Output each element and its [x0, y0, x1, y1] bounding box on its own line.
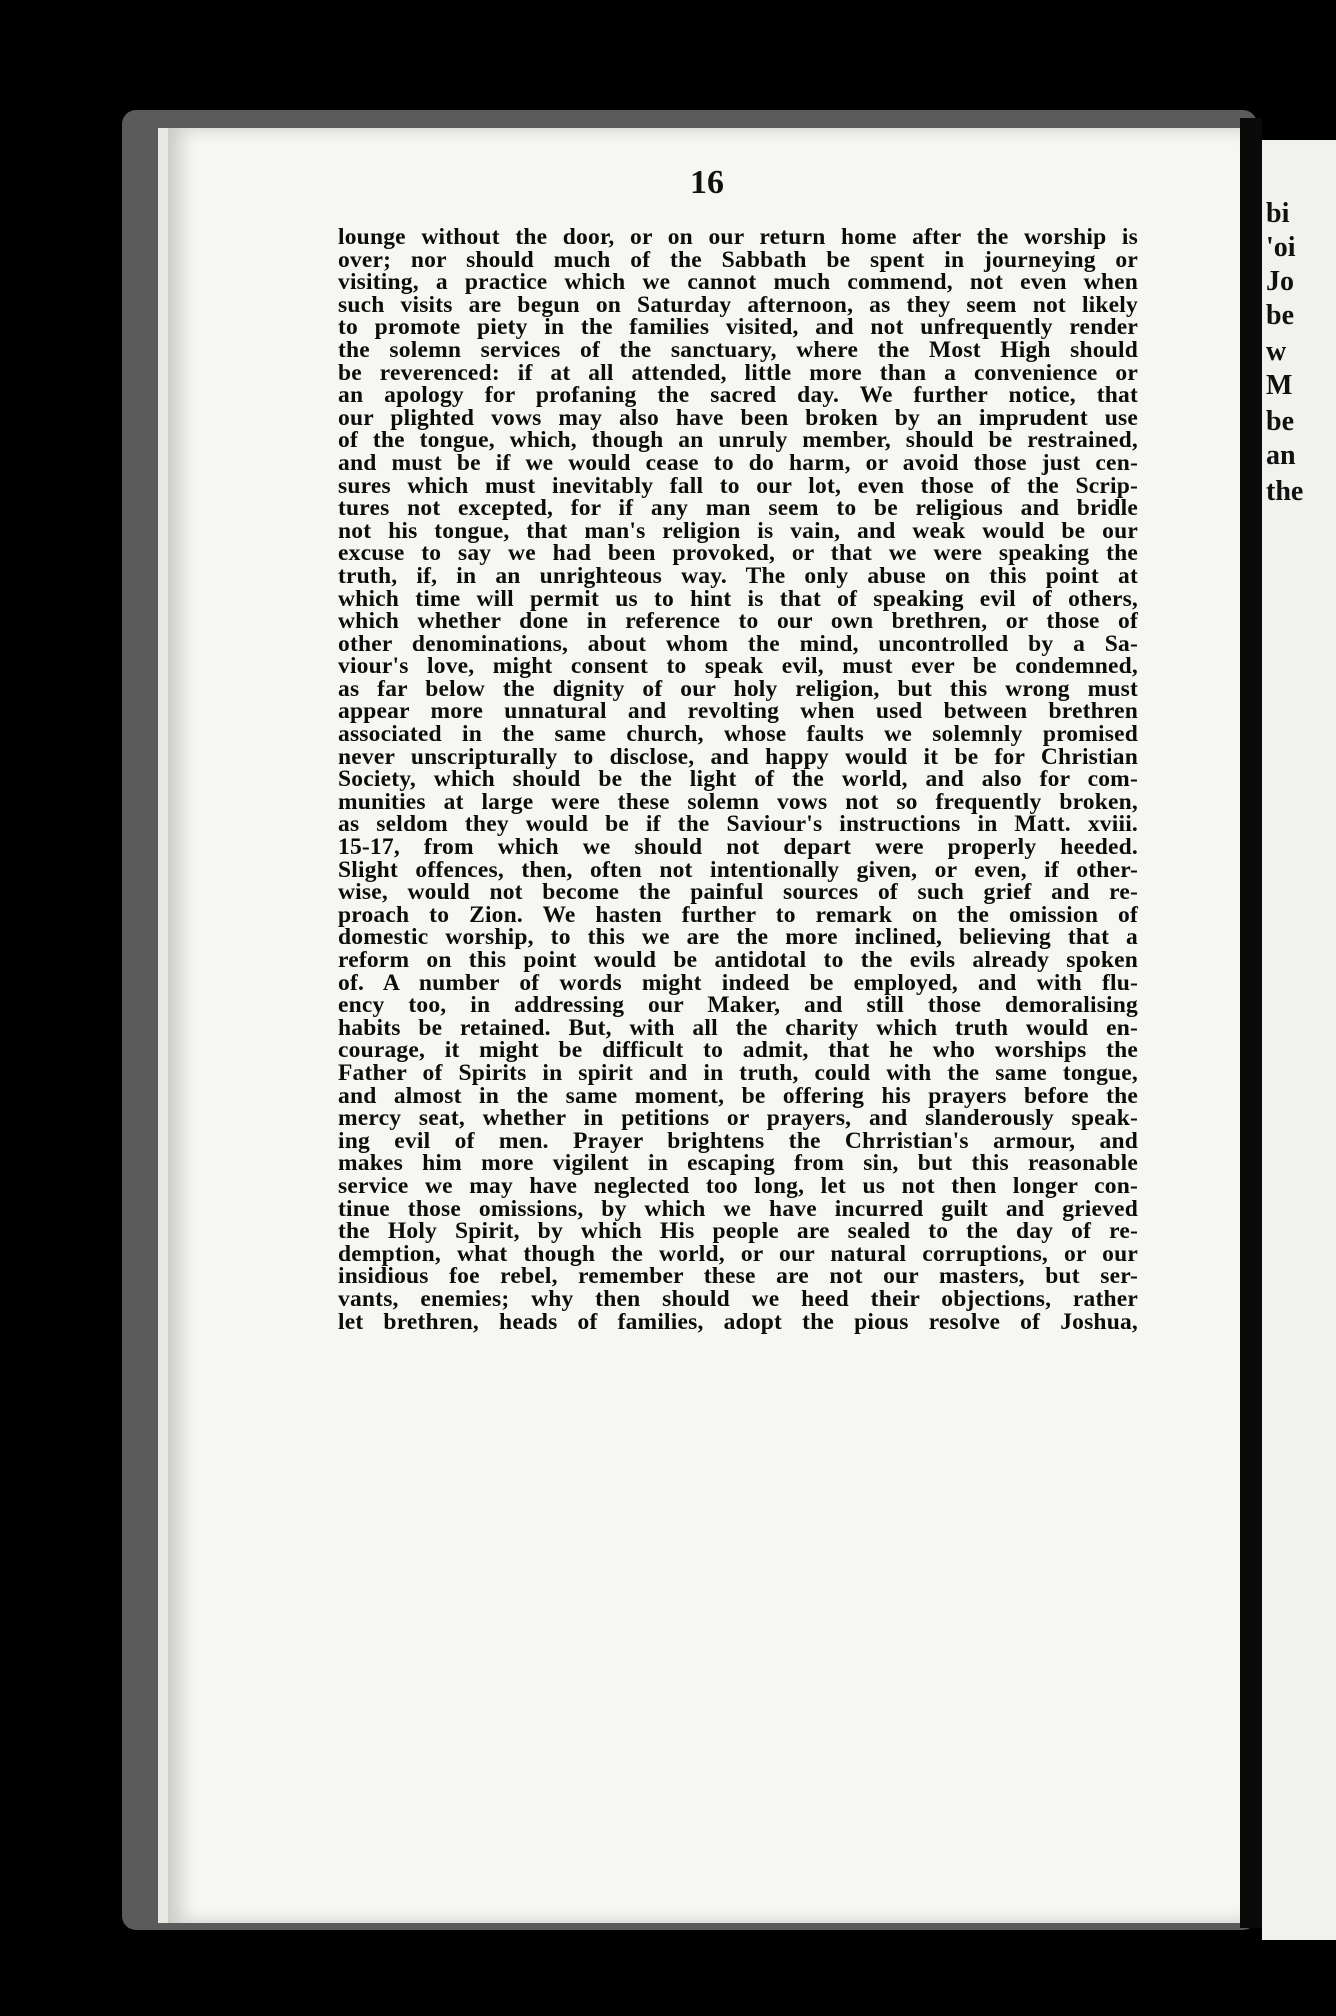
facing-page-fragment: the [1266, 476, 1304, 507]
text-line: tures not excepted, for if any man seem to be religious and bridle [338, 495, 1138, 522]
text-line: as far below the dignity of our holy religion, but this wrong must [338, 675, 1138, 702]
text-line: which time will permit us to hint is that of speaking evil of others, [338, 585, 1138, 612]
text-line: associated in the same church, whose faults we solemnly promised [338, 721, 1138, 748]
text-line: other denominations, about whom the mind, uncontrolled by a Sa- [338, 630, 1138, 657]
text-line: munities at large were these solemn vows not so frequently broken, [338, 788, 1138, 815]
text-line: lounge without the door, or on our return home after the worship is [338, 224, 1138, 250]
text-line: of. A number of words might indeed be employed, and with flu- [338, 969, 1138, 996]
book-page [158, 128, 1246, 1923]
text-line: Slight offences, then, often not intentionally given, or even, if other- [338, 856, 1138, 883]
text-line: demption, what though the world, or our natural corruptions, or our [338, 1240, 1138, 1267]
facing-page-fragment: be [1266, 406, 1294, 437]
facing-page-fragment: 'oi [1266, 232, 1296, 263]
text-line: appear more unnatural and revolting when used between brethren [338, 698, 1138, 725]
text-line: such visits are begun on Saturday afternoon, as they seem not likely [338, 291, 1138, 318]
text-line: as seldom they would be if the Saviour's instructions in Matt. xviii. [338, 811, 1138, 838]
facing-page-fragment: an [1266, 440, 1296, 471]
facing-page-fragment: bi [1266, 198, 1290, 229]
facing-page-fragment: M [1266, 370, 1293, 401]
text-line: an apology for profaning the sacred day. We further notice, that [338, 382, 1138, 409]
text-line: the solemn services of the sanctuary, where the Most High should [338, 336, 1138, 363]
text-line: makes him more vigilent in escaping from sin, but this reasonable [338, 1150, 1138, 1177]
text-line: domestic worship, to this we are the more inclined, believing that a [338, 924, 1138, 951]
page-number: 16 [690, 164, 724, 201]
text-line: ing evil of men. Prayer brightens the Chrristian's armour, and [338, 1127, 1138, 1154]
book-spine [1240, 118, 1262, 1928]
text-line: wise, would not become the painful sources of such grief and re- [338, 879, 1138, 906]
text-line: 15-17, from which we should not depart were properly heeded. [338, 834, 1138, 861]
text-line: Society, which should be the light of the world, and also for com- [338, 766, 1138, 793]
text-line: visiting, a practice which we cannot much commend, not even when [338, 269, 1138, 296]
text-line: insidious foe rebel, remember these are not our masters, but ser- [338, 1263, 1138, 1290]
text-line: the Holy Spirit, by which His people are sealed to the day of re- [338, 1218, 1138, 1245]
text-line: be reverenced: if at all attended, little more than a convenience or [338, 359, 1138, 386]
text-line: sures which must inevitably fall to our lot, even those of the Scrip- [338, 472, 1138, 499]
text-line: proach to Zion. We hasten further to remark on the omission of [338, 901, 1138, 928]
text-line: mercy seat, whether in petitions or prayers, and slanderously speak- [338, 1105, 1138, 1132]
text-line: Father of Spirits in spirit and in truth, could with the same tongue, [338, 1059, 1138, 1086]
text-line: never unscripturally to disclose, and happy would it be for Christian [338, 743, 1138, 770]
text-line: and almost in the same moment, be offering his prayers before the [338, 1082, 1138, 1109]
text-line: viour's love, might consent to speak evil, must ever be condemned, [338, 653, 1138, 680]
text-line: of the tongue, which, though an unruly member, should be restrained, [338, 427, 1138, 454]
text-line: ency too, in addressing our Maker, and still those demoralising [338, 992, 1138, 1019]
text-line: our plighted vows may also have been broken by an imprudent use [338, 404, 1138, 431]
text-line: not his tongue, that man's religion is vain, and weak would be our [338, 517, 1138, 544]
text-line: let brethren, heads of families, adopt the pious resolve of Joshua, [338, 1308, 1138, 1335]
facing-page-fragment: w [1266, 336, 1287, 367]
text-line: and must be if we would cease to do harm, or avoid those just cen- [338, 449, 1138, 476]
text-line: which whether done in reference to our own brethren, or those of [338, 608, 1138, 635]
text-line: vants, enemies; why then should we heed their objections, rather [338, 1285, 1138, 1312]
text-line: over; nor should much of the Sabbath be spent in journeying or [338, 246, 1138, 273]
text-line: courage, it might be difficult to admit, that he who worships the [338, 1037, 1138, 1064]
facing-page-edge [1262, 140, 1336, 1940]
facing-page-fragment: Jo [1266, 266, 1294, 297]
facing-page-fragment: be [1266, 300, 1294, 331]
text-line: service we may have neglected too long, let us not then longer con- [338, 1172, 1138, 1199]
text-line: excuse to say we had been provoked, or that we were speaking the [338, 540, 1138, 567]
page-body-text [338, 226, 1138, 1333]
text-line: tinue those omissions, by which we have incurred guilt and grieved [338, 1195, 1138, 1222]
text-line: truth, if, in an unrighteous way. The only abuse on this point at [338, 562, 1138, 589]
text-line: to promote piety in the families visited, and not unfrequently render [338, 314, 1138, 341]
text-line: habits be retained. But, with all the charity which truth would en- [338, 1014, 1138, 1041]
text-line: reform on this point would be antidotal to the evils already spoken [338, 947, 1138, 973]
